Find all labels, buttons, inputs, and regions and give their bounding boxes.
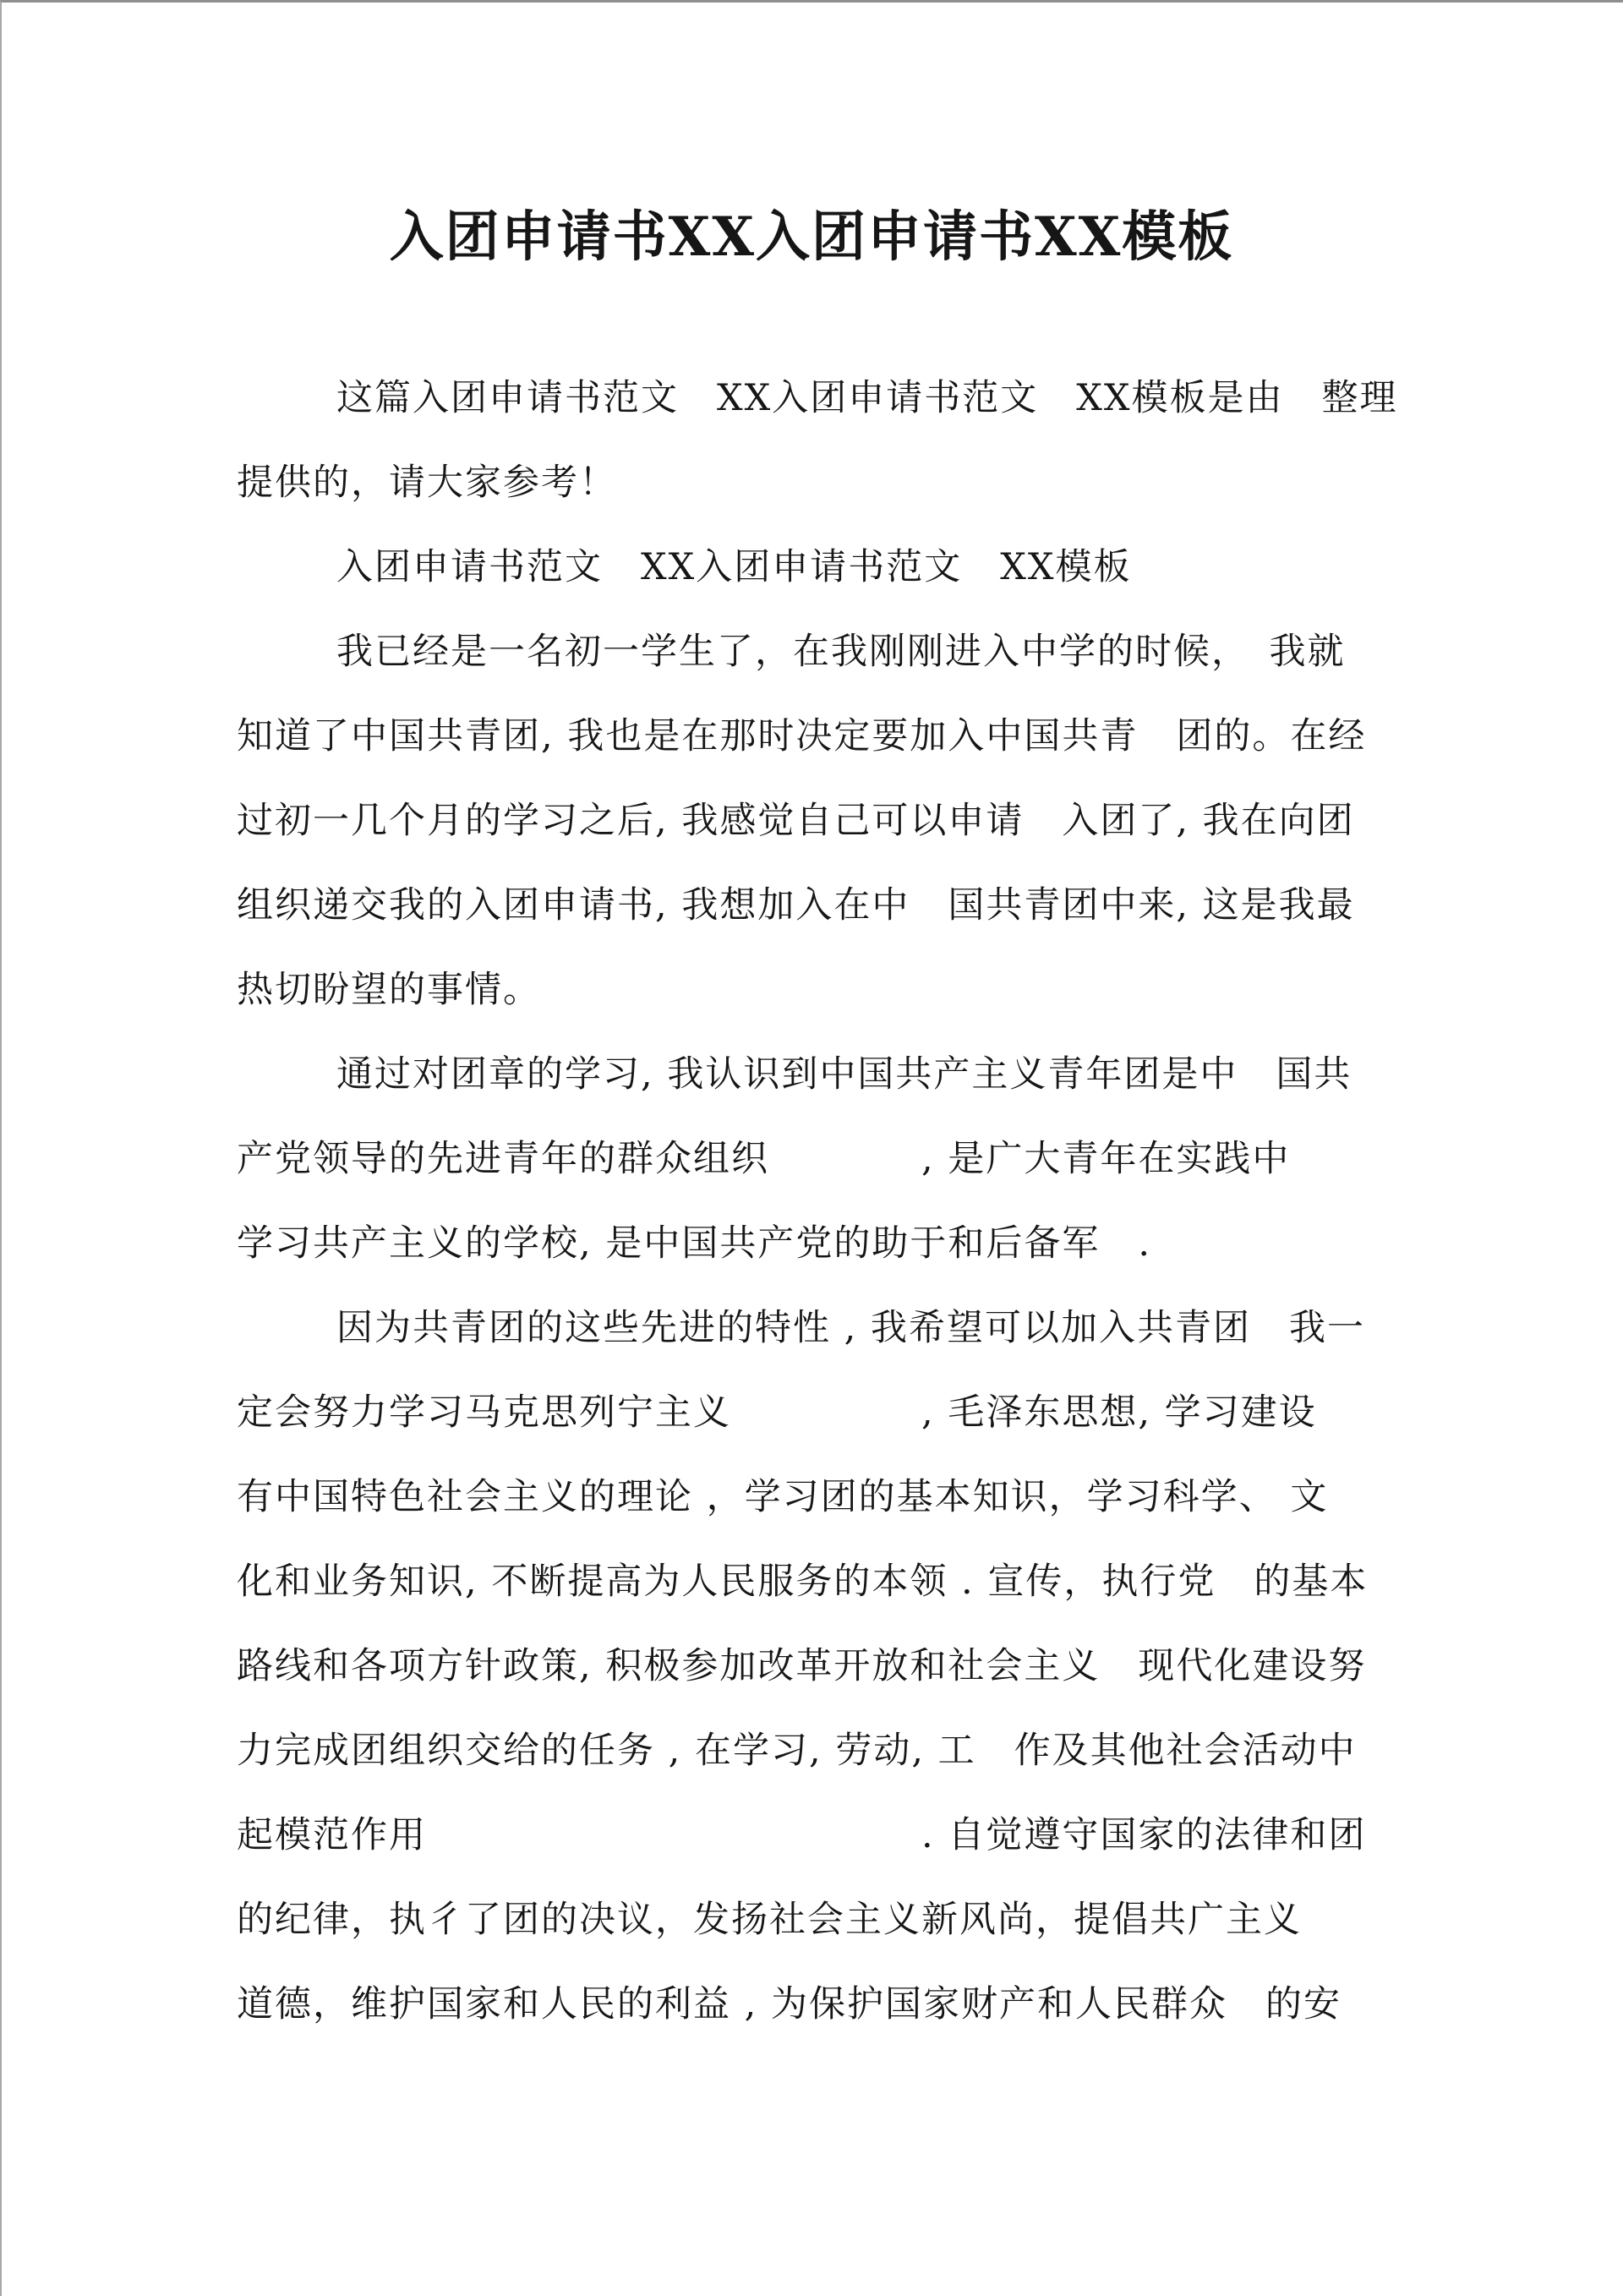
- text-line: 热切盼望的事情。: [237, 969, 541, 1011]
- text-line: 有中国特色社会主义的理论 ，学习团的基本知识，学习科学、 文: [237, 1476, 1329, 1518]
- text-line: 产党领导的先进青年的群众组织 , 是广大青年在实践中: [237, 1138, 1291, 1180]
- text-line: 因为共青团的这些先进的特性 , 我希望可以加入共青团 我一: [336, 1307, 1366, 1349]
- text-line: 知道了中国共青团, 我也是在那时决定要加入中国共青 团的。在经: [237, 715, 1367, 757]
- text-line: 定会努力学习马克思列宁主义 , 毛泽东思想, 学习建设: [237, 1391, 1317, 1434]
- text-line: 提供的，请大家参考！: [237, 462, 617, 504]
- text-line: 通过对团章的学习, 我认识到中国共产主义青年团是中 国共: [336, 1053, 1352, 1096]
- text-line: 起模范作用 . 自觉遵守国家的法律和团: [237, 1814, 1367, 1856]
- text-line: 的纪律，执彳了团的决议，发扬社会主义新风尚，提倡共广主义: [237, 1899, 1302, 1941]
- text-line: 入团申请书范文 XX入团申请书范文 XX模板: [336, 546, 1132, 588]
- text-line: 学习共产主义的学校, 是中国共产党的助于和后备军 .: [237, 1222, 1152, 1265]
- document-body: [2, 356, 1623, 2047]
- text-line: 我已经是一名初一学生了，在我刚刚进入中学的时候， 我就: [336, 631, 1346, 673]
- text-line: 化和业务知识, 不断提高为人民服务的本领 . 宣传，执行党 的基本: [237, 1561, 1369, 1603]
- text-line: 过初一几个月的学习之后, 我感觉自己可以申请 入团了, 我在向团: [237, 800, 1355, 842]
- document-title: 入团申请书XX入团申请书XX模板: [389, 205, 1234, 269]
- text-line: 道德，维护国家和人民的利益 , 为保护国家财产和人民群众 的安: [237, 1983, 1342, 2025]
- text-line: 组织递交我的入团申请书, 我想加入在中 国共青团中来, 这是我最: [237, 884, 1355, 927]
- text-line: 这篇入团申请书范文 XX入团申请书范文 XX模板是由 整理: [336, 377, 1398, 419]
- text-line: 力完成团组织交给的任务 , 在学习, 劳动, 工 作及其他社会活动中: [237, 1730, 1357, 1772]
- text-line: 路线和各项方针政策, 积极参加改革开放和社会主义 现代化建设努: [237, 1645, 1367, 1687]
